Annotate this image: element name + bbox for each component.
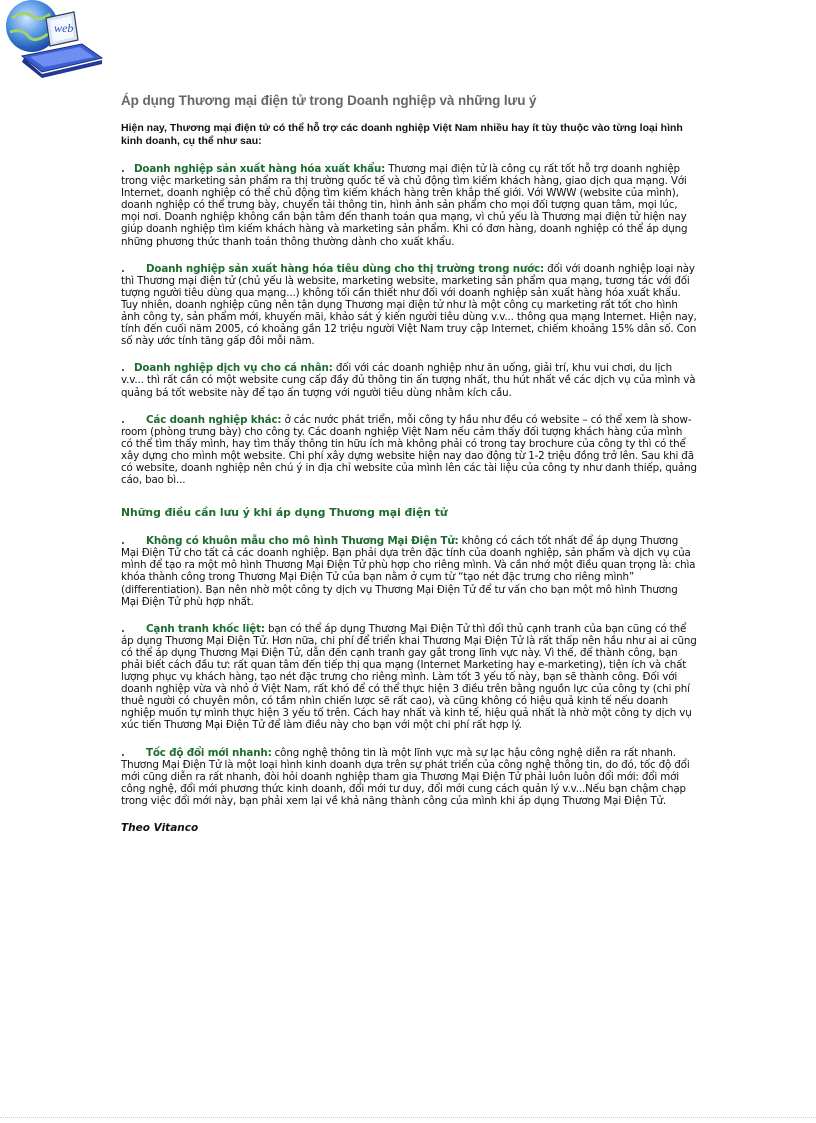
page-footer-divider xyxy=(0,1117,816,1118)
bullet-marker: . xyxy=(121,362,125,375)
item-heading: Cạnh tranh khốc liệt: xyxy=(146,622,265,635)
web-logo xyxy=(2,0,106,80)
list-item xyxy=(121,163,697,248)
item-heading: Doanh nghiệp sản xuất hàng hóa tiêu dùng cho thị trường trong nước: xyxy=(146,262,544,275)
item-text: không có cách tốt nhất để áp dụng Thương Mại Điện Tử cho tất cả các doanh nghiệp. Bạn phải dựa trên đặc tính của doanh nghiệp, sản phẩm và dịch vụ của mình để tạo ra một mô hình Thương Mại Điện Tử phù hợp cho riêng mình. Và cần nhớ một điều quan trọng là: chìa khóa thành công trong Thương Mại Điện Tử của bạn nằm ở cụm từ “tạo nét đặc trưng cho riêng mình” (differentiation). Bạn nên nhờ một công ty dịch vụ Thương Mại Điện Tử để tư vấn cho bạn một mô hình Thương Mại Điện Tử phù hợp nhất. xyxy=(121,535,696,608)
bullet-marker: . xyxy=(121,746,125,759)
bullet-marker: . xyxy=(121,535,125,548)
bullet-marker: . xyxy=(121,262,125,275)
item-text: đối với các doanh nghiệp như ăn uống, giải trí, khu vui chơi, du lịch v.v... thì rất cần có một website cung cấp đầy đủ thông tin ấn tượng nhất, thu hút nhất về các dịch vụ của mình và quảng bá tốt website này để tạo ấn tượng với người tiêu dùng nhằm kích cầu. xyxy=(121,362,696,399)
list-item xyxy=(121,535,697,608)
item-text: công nghệ thông tin là một lĩnh vực mà sự lạc hậu công nghệ diễn ra rất nhanh. Thương Mại Điện Tử là một loại hình kinh doanh dựa trên sự phát triển của công nghệ thông tin, do đó, tốc độ đổi mới cũng diễn ra rất nhanh, đòi hỏi doanh nghiệp tham gia Thương Mại Điện Tử phải luôn luôn đổi mới: đổi mới công nghệ, đổi mới phương thức kinh doanh, đổi mới tư duy, đổi mới cung cách quản lý v.v...Nếu bạn chậm chạp trong việc đổi mới này, bạn phải xem lại về khả năng thành công của mình khi áp dụng Thương Mại Điện Tử. xyxy=(121,746,690,807)
item-heading: Doanh nghiệp sản xuất hàng hóa xuất khẩu: xyxy=(134,163,386,175)
article xyxy=(121,93,697,834)
bullet-marker: . xyxy=(121,413,125,426)
item-text: bạn có thể áp dụng Thương Mại Điện Tử thì đối thủ cạnh tranh của bạn cũng có thể áp dụng Thương Mại Điện Tử. Hơn nữa, chi phí để triển khai Thương Mại Điện Tử là rất thấp nên hầu như ai ai cũng có thể áp dụng Thương Mại Điện Tử, dẫn đến cạnh tranh gay gắt trong lĩnh vực này. Vì thế, để thành công, bạn phải biết cách đầu tư: rất quan tâm đến tiếp thị qua mạng (Internet Marketing hay e-marketing), tiện ích và chất lượng phục vụ khách hàng, tạo nét đặc trưng cho riêng mình. Làm tốt 3 yếu tố này, bạn sẽ thành công. Đối với doanh nghiệp vừa và nhỏ ở Việt Nam, rất khó để có thể thực hiện 3 điều trên bằng nguồn lực của công ty (chi phí thuê người có chuyên môn, có tầm nhìn chiến lược sẽ rất cao), và cũng không có hiệu quả kinh tế nếu doanh nghiệp muốn tự mình thực hiện 3 yếu tố trên. Cách hay nhất và kinh tế, hiệu quả nhất là nhờ một công ty dịch vụ xúc tiến Thương Mại Điện Tử để làm điều này cho bạn với một chi phí rất hợp lý. xyxy=(121,622,697,732)
item-heading: Các doanh nghiệp khác: xyxy=(146,413,282,426)
logo-text: web xyxy=(54,21,74,35)
item-text: Thương mại điện tử là công cụ rất tốt hỗ trợ doanh nghiệp trong việc marketing sản phẩm ra thị trường quốc tế và chủ động tìm kiếm khách hàng, giao dịch qua mạng. Với Internet, doanh nghiệp có thể chủ động tìm kiếm khách hàng trên khắp thế giới. Với WWW (website của mình), doanh nghiệp có thể trưng bày, chuyển tải thông tin, hình ảnh sản phẩm cho mọi đối tượng quan tâm, mọi lúc, mọi nơi. Doanh nghiệp không cần bận tâm đến thanh toán qua mạng, vì chủ yếu là Thương mại điện tử hiện nay giúp doanh nghiệp tìm kiếm khách hàng và marketing sản phẩm. Khi có đơn hàng, doanh nghiệp có thể áp dụng những phương thức thanh toán thông thường dành cho xuất khẩu. xyxy=(121,163,688,248)
item-heading: Tốc độ đổi mới nhanh: xyxy=(146,746,272,759)
section-heading: Những điều cần lưu ý khi áp dụng Thương mại điện tử xyxy=(121,506,448,520)
article-author: Theo Vitanco xyxy=(121,822,199,835)
list-item xyxy=(121,362,697,398)
item-text: đối với doanh nghiệp loại này thì Thương mại điện tử (chủ yếu là website, marketing website, marketing sản phẩm qua mạng, tương tác với đối tượng người tiêu dùng qua mạng...) không tối cần thiết như đối với doanh nghiệp sản xuất hàng hóa xuất khẩu. Tuy nhiên, doanh nghiệp cũng nên tận dụng Thương mại điện tử như là một công cụ marketing rất tốt cho hình ảnh công ty, sản phẩm mới, khuyến mãi, khảo sát ý kiến người tiêu dùng v.v... thông qua mạng Internet. Hiện nay, tính đến cuối năm 2005, có khoảng gần 12 triệu người Việt Nam truy cập Internet, chiếm khoảng 15% dân số. Con số này ước tính tăng gấp đôi mỗi năm. xyxy=(121,262,697,348)
item-text: ở các nước phát triển, mỗi công ty hầu như đều có website – có thể xem là show-room (phòng trưng bày) cho công ty. Các doanh nghiệp Việt Nam nếu cảm thấy đối tượng khách hàng của mình có thể tìm thấy mình, hay tìm thấy thông tin hữu ích mà không phải có trong tay brochure của công ty thì có thể xây dựng cho mình một website. Chi phí xây dựng website hiện nay dao động từ 1-2 triệu đồng trở lên. Sau khi đã có website, doanh nghiệp nên chú ý in địa chỉ website của mình lên các tài liệu của công ty như danh thiếp, quảng cáo, bao bì... xyxy=(121,413,697,487)
article-intro: Hiện nay, Thương mại điện tử có thể hỗ trợ các doanh nghiệp Việt Nam nhiều hay ít tùy thuộc vào từng loại hình kinh doanh, cụ thể như sau: xyxy=(121,122,683,147)
article-title: Áp dụng Thương mại điện tử trong Doanh nghiệp và những lưu ý xyxy=(121,93,537,108)
bullet-marker: . xyxy=(121,163,125,175)
list-item xyxy=(121,263,697,348)
bullet-marker: . xyxy=(121,622,125,635)
list-item xyxy=(121,414,697,487)
item-heading: Doanh nghiệp dịch vụ cho cá nhân: xyxy=(134,362,333,375)
list-item xyxy=(121,747,697,807)
item-heading: Không có khuôn mẫu cho mô hình Thương Mại Điện Tử: xyxy=(146,535,459,548)
list-item xyxy=(121,623,697,732)
computer-globe-icon xyxy=(2,0,106,80)
